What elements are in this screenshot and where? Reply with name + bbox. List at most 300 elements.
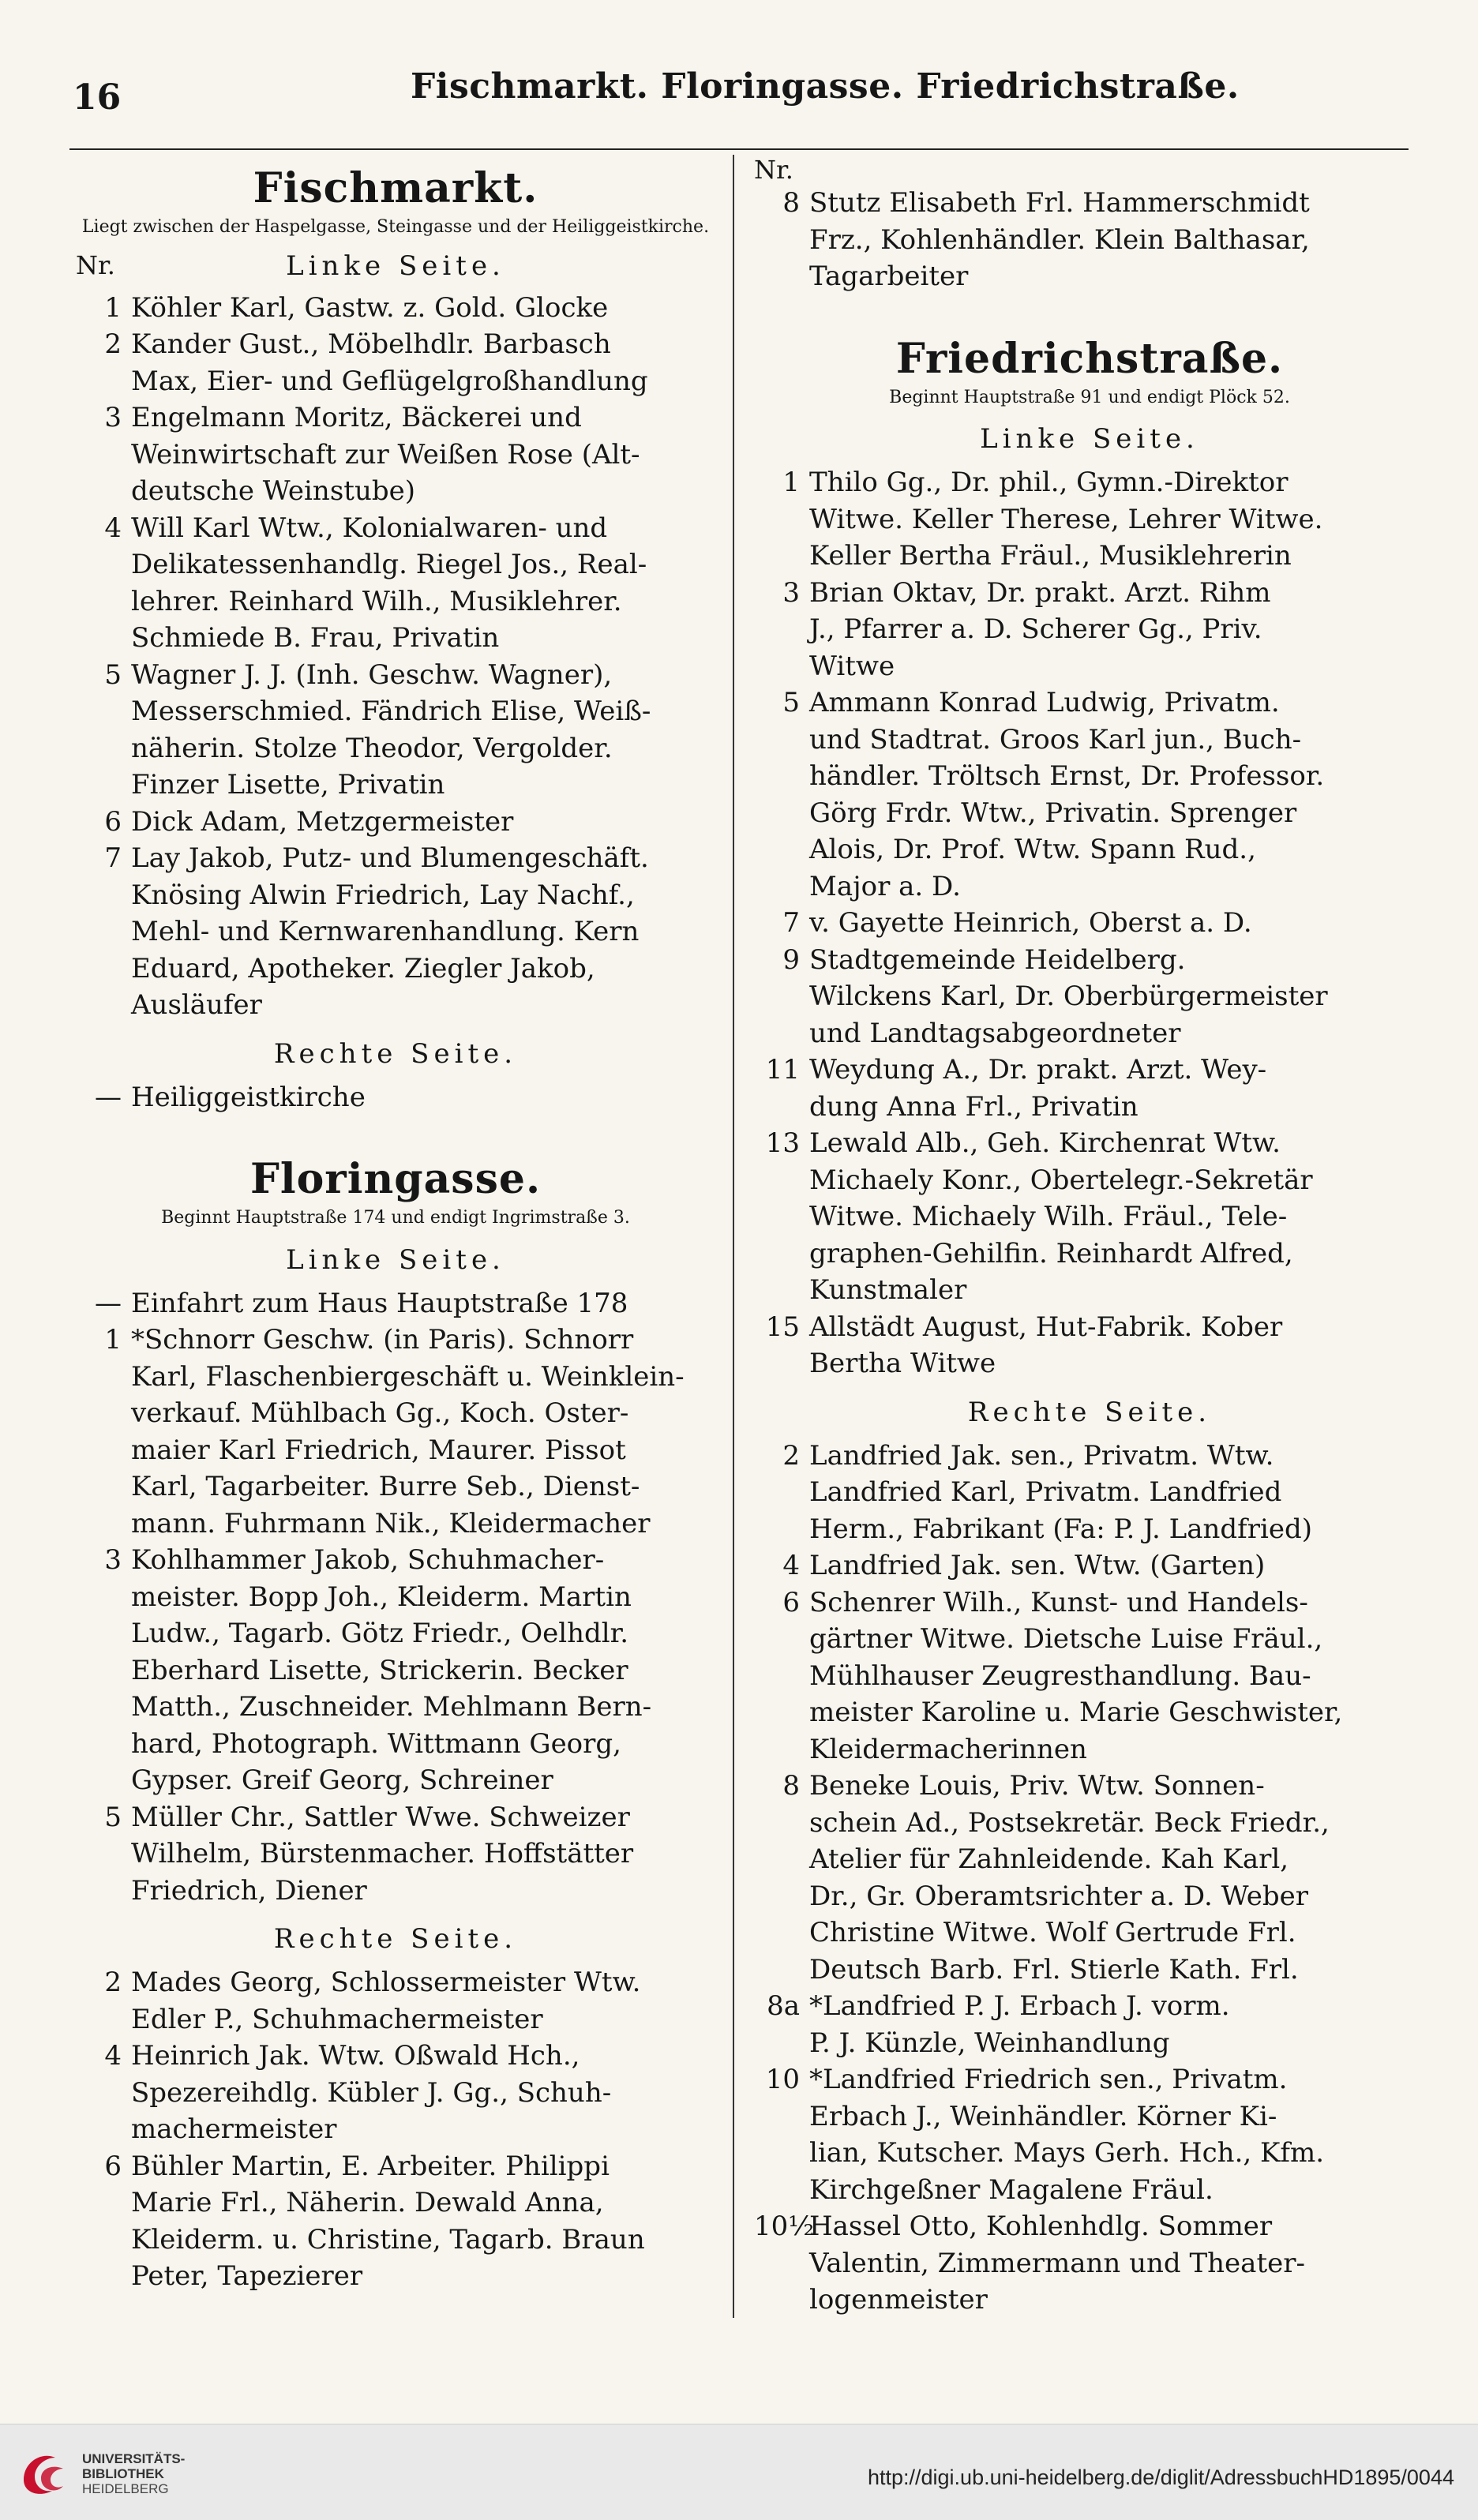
resident-entry: Lay Jakob, Putz- und Blumengeschäft. <box>131 842 649 875</box>
house-number <box>76 363 131 400</box>
resident-entry: Heiliggeistkirche <box>131 1081 366 1113</box>
entries-floringasse-rechte <box>76 1964 715 2295</box>
list-item <box>754 2172 1425 2209</box>
house-number <box>754 1658 809 1695</box>
side-header-linke: Linke Seite. <box>286 1243 505 1276</box>
resident-entry: Witwe. Michaely Wilh. Fräul., Tele- <box>809 1201 1288 1233</box>
resident-entry: Erbach J., Weinhändler. Körner Ki- <box>809 2100 1277 2132</box>
resident-entry: Keller Bertha Fräul., Musiklehrerin <box>809 540 1292 572</box>
house-number <box>754 722 809 759</box>
resident-entry: Frz., Kohlenhändler. Klein Balthasar, <box>809 223 1310 256</box>
side-header-rechte: Rechte Seite. <box>967 1396 1212 1428</box>
list-item <box>76 804 715 841</box>
house-number: — <box>95 1287 122 1319</box>
house-number: 10 <box>765 2064 800 2096</box>
resident-entry: Kohlhammer Jakob, Schuhmacher- <box>131 1544 605 1577</box>
list-item <box>76 399 715 437</box>
entries-fischmarkt-rechte <box>76 1079 715 1116</box>
list-item <box>76 1762 715 1799</box>
list-item <box>76 1836 715 1873</box>
resident-entry: Michaely Konr., Obertelegr.-Sekretär <box>809 1164 1313 1196</box>
resident-entry: Kleidermacherinnen <box>809 1733 1087 1765</box>
list-item <box>754 222 1425 259</box>
resident-entry: Wilhelm, Bürstenmacher. Hoffstätter <box>131 1838 634 1870</box>
entries-fischmarkt-linke <box>76 290 715 1024</box>
list-item <box>754 1952 1425 1989</box>
house-number <box>76 1432 131 1469</box>
house-number: 2 <box>782 1439 800 1472</box>
house-number <box>76 767 131 804</box>
entries-friedrichstrasse-linke <box>754 464 1425 1382</box>
list-item <box>754 1731 1425 1768</box>
resident-entry: Max, Eier- und Geflügelgroßhandlung <box>131 365 648 397</box>
resident-entry: Dick Adam, Metzgermeister <box>131 805 514 838</box>
list-item <box>754 1878 1425 1915</box>
list-item <box>76 2038 715 2075</box>
list-item <box>754 575 1425 612</box>
house-number <box>76 1689 131 1726</box>
house-number: 3 <box>782 576 800 609</box>
house-number <box>754 868 809 906</box>
house-number <box>754 1805 809 1842</box>
house-number: 1 <box>104 291 122 324</box>
resident-entry: Kander Gust., Möbelhdlr. Barbasch <box>131 328 611 361</box>
house-number <box>754 2245 809 2282</box>
resident-entry: Valentin, Zimmermann und Theater- <box>809 2247 1305 2279</box>
house-number <box>754 1474 809 1511</box>
list-item <box>754 1805 1425 1842</box>
house-number <box>76 473 131 510</box>
resident-entry: Mehl- und Kernwarenhandlung. Kern <box>131 916 640 948</box>
house-number <box>76 1652 131 1689</box>
list-item <box>76 877 715 914</box>
list-item <box>754 1547 1425 1584</box>
source-url-link[interactable]: http://digi.ub.uni-heidelberg.de/diglit/AdressbuchHD1895/0044 <box>867 2466 1454 2489</box>
list-item <box>76 1322 715 1359</box>
list-item <box>754 758 1425 795</box>
resident-entry: Delikatessenhandlg. Riegel Jos., Real- <box>131 549 647 581</box>
resident-entry: Karl, Tagarbeiter. Burre Seb., Dienst- <box>131 1471 640 1503</box>
house-number: 5 <box>782 687 800 719</box>
resident-entry: v. Gayette Heinrich, Oberst a. D. <box>809 907 1252 939</box>
nr-header: Nr. <box>76 249 115 280</box>
list-item <box>76 583 715 621</box>
house-number <box>754 501 809 538</box>
resident-entry: Hassel Otto, Kohlenhdlg. Sommer <box>809 2211 1273 2243</box>
house-number <box>754 758 809 795</box>
list-item <box>754 795 1425 832</box>
resident-entry: Christine Witwe. Wolf Gertrude Frl. <box>809 1917 1296 1949</box>
logo-swirl-icon <box>41 2467 63 2491</box>
house-number <box>754 611 809 648</box>
list-item <box>754 1988 1425 2025</box>
resident-entry: Thilo Gg., Dr. phil., Gymn.-Direktor <box>809 467 1289 499</box>
list-item <box>754 1511 1425 1548</box>
house-number <box>76 1579 131 1616</box>
resident-entry: Ludw., Tagarb. Götz Friedr., Oelhdlr. <box>131 1618 628 1650</box>
list-item <box>754 1198 1425 1236</box>
house-number: 4 <box>782 1550 800 1582</box>
house-number <box>76 877 131 914</box>
house-number <box>754 795 809 832</box>
house-number <box>76 730 131 767</box>
house-number <box>754 978 809 1015</box>
list-item <box>754 1474 1425 1511</box>
resident-entry: Stadtgemeinde Heidelberg. <box>809 943 1186 976</box>
side-header-linke: Linke Seite. <box>980 423 1199 456</box>
resident-entry: und Stadtrat. Groos Karl jun., Buch- <box>809 723 1302 756</box>
right-column <box>754 155 1425 2319</box>
house-number <box>76 620 131 657</box>
resident-entry: näherin. Stolze Theodor, Vergolder. <box>131 732 613 764</box>
resident-entry: P. J. Künzle, Weinhandlung <box>809 2027 1170 2059</box>
house-number: 4 <box>104 2040 122 2072</box>
resident-entry: Brian Oktav, Dr. prakt. Arzt. Rihm <box>809 576 1271 609</box>
running-title: Fischmarkt. Floringasse. Friedrichstraße. <box>411 66 1240 107</box>
resident-entry: Landfried Karl, Privatm. Landfried <box>809 1476 1282 1509</box>
list-item <box>76 1285 715 1322</box>
house-number <box>754 222 809 259</box>
resident-entry: deutsche Weinstube) <box>131 475 415 508</box>
house-number <box>76 951 131 988</box>
resident-entry: logenmeister <box>809 2284 988 2316</box>
list-item <box>76 620 715 657</box>
resident-entry: Müller Chr., Sattler Wwe. Schweizer <box>131 1801 630 1833</box>
house-number: 6 <box>782 1586 800 1618</box>
list-item <box>754 501 1425 538</box>
list-item <box>754 2061 1425 2098</box>
resident-entry: verkauf. Mühlbach Gg., Koch. Oster- <box>131 1397 629 1430</box>
resident-entry: dung Anna Frl., Privatin <box>809 1090 1139 1123</box>
house-number <box>76 2222 131 2259</box>
resident-entry: Deutsch Barb. Frl. Stierle Kath. Frl. <box>809 1953 1299 1986</box>
house-number: 3 <box>104 402 122 434</box>
resident-entry: hard, Photograph. Wittmann Georg, <box>131 1727 621 1760</box>
resident-entry: Eberhard Lisette, Strickerin. Becker <box>131 1654 628 1686</box>
house-number <box>754 1511 809 1548</box>
resident-entry: Matth., Zuschneider. Mehlmann Bern- <box>131 1691 652 1723</box>
resident-entry: Heinrich Jak. Wtw. Oßwald Hch., <box>131 2040 580 2072</box>
entries-fischmarkt-continued <box>754 185 1425 295</box>
house-number: 6 <box>104 805 122 838</box>
street-note-fischmarkt: Liegt zwischen der Haspelgasse, Steingasse und der Heiliggeistkirche. <box>81 217 710 237</box>
list-item <box>754 1309 1425 1346</box>
list-item <box>754 538 1425 575</box>
resident-entry: Landfried Jak. sen., Privatm. Wtw. <box>809 1439 1274 1472</box>
street-note-floringasse: Beginnt Hauptstraße 174 und endigt Ingrimstraße 3. <box>161 1208 630 1228</box>
list-item <box>76 1964 715 2001</box>
list-item <box>754 464 1425 501</box>
list-item <box>754 1914 1425 1952</box>
resident-entry: Schenrer Wilh., Kunst- und Handels- <box>809 1586 1308 1618</box>
house-number <box>754 1162 809 1199</box>
house-number <box>76 1395 131 1432</box>
resident-entry: Ammann Konrad Ludwig, Privatm. <box>809 687 1280 719</box>
resident-entry: machermeister <box>131 2113 337 2146</box>
list-item <box>754 2245 1425 2282</box>
list-item <box>754 1841 1425 1878</box>
resident-entry: und Landtagsabgeordneter <box>809 1017 1181 1049</box>
resident-entry: Alois, Dr. Prof. Wtw. Spann Rud., <box>809 834 1256 866</box>
list-item <box>754 868 1425 906</box>
resident-entry: Beneke Louis, Priv. Wtw. Sonnen- <box>809 1770 1265 1802</box>
resident-entry: Görg Frdr. Wtw., Privatin. Sprenger <box>809 797 1297 829</box>
house-number <box>76 1836 131 1873</box>
resident-entry: Spezereihdlg. Kübler J. Gg., Schuh- <box>131 2076 612 2109</box>
resident-entry: Einfahrt zum Haus Hauptstraße 178 <box>131 1287 628 1319</box>
house-number <box>754 2282 809 2319</box>
house-number: 13 <box>765 1127 800 1160</box>
house-number <box>76 987 131 1024</box>
list-item <box>76 951 715 988</box>
library-name-line: HEIDELBERG <box>82 2481 169 2496</box>
list-item <box>76 2111 715 2148</box>
list-item <box>754 2025 1425 2062</box>
header-rule <box>69 148 1409 150</box>
house-number <box>76 2111 131 2148</box>
resident-entry: Kirchgeßner Magalene Fräul. <box>809 2173 1214 2206</box>
list-item <box>76 290 715 327</box>
list-item <box>754 978 1425 1015</box>
house-number <box>754 1914 809 1952</box>
list-item <box>76 987 715 1024</box>
house-number <box>754 1841 809 1878</box>
viewer-footer <box>0 2424 1478 2520</box>
list-item <box>754 1768 1425 1805</box>
resident-entry: Finzer Lisette, Privatin <box>131 769 445 801</box>
list-item <box>754 611 1425 648</box>
resident-entry: Dr., Gr. Oberamtsrichter a. D. Weber <box>809 1880 1309 1912</box>
list-item <box>754 1621 1425 1658</box>
resident-entry: Atelier für Zahnleidende. Kah Karl, <box>809 1843 1289 1876</box>
resident-entry: Will Karl Wtw., Kolonialwaren- und <box>131 512 608 544</box>
resident-entry: Bertha Witwe <box>809 1348 996 1380</box>
left-column <box>76 155 715 2295</box>
house-number <box>76 2258 131 2295</box>
list-item <box>76 1873 715 1910</box>
resident-entry: meister Karoline u. Marie Geschwister, <box>809 1697 1343 1729</box>
resident-entry: Messerschmied. Fändrich Elise, Weiß- <box>131 696 651 728</box>
house-number <box>754 1621 809 1658</box>
house-number: 8 <box>782 187 800 219</box>
house-number <box>754 1952 809 1989</box>
resident-entry: Eduard, Apotheker. Ziegler Jakob, <box>131 952 595 984</box>
house-number <box>754 538 809 575</box>
list-item <box>76 1615 715 1652</box>
resident-entry: Weydung A., Dr. prakt. Arzt. Wey- <box>809 1054 1267 1086</box>
house-number <box>754 1878 809 1915</box>
list-item <box>76 510 715 547</box>
list-item <box>76 730 715 767</box>
house-number: 2 <box>104 328 122 361</box>
house-number <box>754 2025 809 2062</box>
list-item <box>76 1799 715 1836</box>
resident-entry: Lewald Alb., Geh. Kirchenrat Wtw. <box>809 1127 1281 1160</box>
resident-entry: gärtner Witwe. Dietsche Luise Fräul., <box>809 1623 1323 1656</box>
house-number <box>754 258 809 295</box>
resident-entry: maier Karl Friedrich, Maurer. Pissot <box>131 1434 626 1466</box>
resident-entry: Witwe <box>809 650 895 682</box>
house-number <box>76 1506 131 1543</box>
list-item <box>76 473 715 510</box>
resident-entry: Major a. D. <box>809 870 961 902</box>
house-number <box>76 1762 131 1799</box>
list-item <box>76 1359 715 1396</box>
house-number: 15 <box>765 1311 800 1343</box>
resident-entry: Karl, Flaschenbiergeschäft u. Weinklein- <box>131 1360 685 1393</box>
house-number: 5 <box>104 1801 122 1833</box>
list-item <box>754 258 1425 295</box>
house-number: 5 <box>104 658 122 691</box>
list-item <box>76 546 715 583</box>
house-number <box>76 2001 131 2038</box>
list-item <box>754 1162 1425 1199</box>
house-number <box>754 1089 809 1126</box>
house-number: 10½ <box>754 2211 815 2243</box>
list-item <box>754 2282 1425 2319</box>
resident-entry: Weinwirtschaft zur Weißen Rose (Alt- <box>131 438 640 471</box>
list-item <box>754 942 1425 979</box>
resident-entry: Wagner J. J. (Inh. Geschw. Wagner), <box>131 658 613 691</box>
house-number <box>76 1468 131 1506</box>
list-item <box>754 1052 1425 1089</box>
resident-entry: Bühler Martin, E. Arbeiter. Philippi <box>131 2150 610 2182</box>
house-number: 8 <box>782 1770 800 1802</box>
section-spacer <box>76 1116 715 1146</box>
resident-entry: *Schnorr Geschw. (in Paris). Schnorr <box>131 1324 634 1356</box>
street-title-floringasse: Floringasse. <box>249 1155 542 1204</box>
resident-entry: Witwe. Keller Therese, Lehrer Witwe. <box>809 503 1323 535</box>
resident-entry: Tagarbeiter <box>809 261 969 292</box>
house-number <box>76 913 131 951</box>
house-number: 11 <box>765 1054 800 1086</box>
side-header-rechte: Rechte Seite. <box>273 1037 518 1070</box>
house-number: 7 <box>782 907 800 939</box>
list-item <box>76 1579 715 1616</box>
list-item <box>76 1542 715 1579</box>
list-item <box>76 657 715 694</box>
list-item <box>754 1272 1425 1309</box>
resident-entry: *Landfried P. J. Erbach J. vorm. <box>809 1990 1230 2023</box>
house-number <box>754 1198 809 1236</box>
resident-entry: Herm., Fabrikant (Fa: P. J. Landfried) <box>809 1513 1313 1545</box>
house-number: 6 <box>104 2150 122 2182</box>
resident-entry: J., Pfarrer a. D. Scherer Gg., Priv. <box>809 613 1262 646</box>
list-item <box>76 437 715 474</box>
list-item <box>76 1652 715 1689</box>
list-item <box>76 840 715 877</box>
house-number <box>754 648 809 685</box>
house-number <box>754 1731 809 1768</box>
house-number <box>76 1726 131 1763</box>
list-item <box>76 2184 715 2222</box>
side-header-linke: Linke Seite. <box>286 249 505 282</box>
resident-entry: lehrer. Reinhard Wilh., Musiklehrer. <box>131 585 622 617</box>
house-number <box>754 1345 809 1382</box>
list-item <box>754 1236 1425 1273</box>
list-item <box>754 1125 1425 1162</box>
resident-entry: Marie Frl., Näherin. Dewald Anna, <box>131 2187 604 2219</box>
list-item <box>754 1438 1425 1475</box>
house-number <box>76 2184 131 2222</box>
list-item <box>754 2135 1425 2172</box>
entries-floringasse-linke <box>76 1285 715 1910</box>
list-item <box>76 1432 715 1469</box>
resident-entry: meister. Bopp Joh., Kleiderm. Martin <box>131 1581 632 1613</box>
list-item <box>76 913 715 951</box>
resident-entry: Engelmann Moritz, Bäckerei und <box>131 402 582 434</box>
list-item <box>754 831 1425 868</box>
list-item <box>754 1584 1425 1622</box>
resident-entry: Peter, Tapezierer <box>131 2260 363 2293</box>
house-number <box>76 583 131 621</box>
list-item <box>754 905 1425 942</box>
house-number <box>76 1615 131 1652</box>
resident-entry: Wilckens Karl, Dr. Oberbürgermeister <box>809 981 1328 1013</box>
list-item <box>754 2208 1425 2245</box>
list-item <box>754 1658 1425 1695</box>
library-name <box>82 2451 185 2496</box>
resident-entry: Kunstmaler <box>809 1274 967 1307</box>
list-item <box>76 1468 715 1506</box>
list-item <box>76 2075 715 2112</box>
list-item <box>754 722 1425 759</box>
house-number <box>76 693 131 730</box>
house-number <box>754 1694 809 1731</box>
resident-entry: lian, Kutscher. Mays Gerh. Hch., Kfm. <box>809 2137 1325 2169</box>
list-item <box>76 1726 715 1763</box>
resident-entry: händler. Tröltsch Ernst, Dr. Professor. <box>809 760 1325 793</box>
resident-entry: Knösing Alwin Friedrich, Lay Nachf., <box>131 879 635 911</box>
resident-entry: Allstädt August, Hut-Fabrik. Kober <box>809 1311 1283 1343</box>
section-spacer <box>754 295 1425 325</box>
list-item <box>754 1345 1425 1382</box>
list-item <box>76 2222 715 2259</box>
list-item <box>76 2258 715 2295</box>
list-item <box>76 2001 715 2038</box>
resident-entry: schein Ad., Postsekretär. Beck Friedr., <box>809 1806 1330 1839</box>
resident-entry: Gypser. Greif Georg, Schreiner <box>131 1764 553 1797</box>
resident-entry: Schmiede B. Frau, Privatin <box>131 622 500 654</box>
house-number <box>754 1236 809 1273</box>
house-number <box>754 1015 809 1052</box>
street-note-friedrichstrasse: Beginnt Hauptstraße 91 und endigt Plöck 52. <box>889 387 1290 407</box>
library-name-line: BIBLIOTHEK <box>82 2466 164 2481</box>
resident-entry: mann. Fuhrmann Nik., Kleidermacher <box>131 1507 651 1539</box>
house-number: 9 <box>782 943 800 976</box>
house-number <box>76 1359 131 1396</box>
house-number <box>76 437 131 474</box>
list-item <box>76 1395 715 1432</box>
university-library-logo-icon <box>17 2447 73 2502</box>
resident-entry: Stutz Elisabeth Frl. Hammerschmidt <box>809 187 1310 219</box>
resident-entry: Landfried Jak. sen. Wtw. (Garten) <box>809 1550 1266 1582</box>
page-number: 16 <box>73 77 122 118</box>
list-item <box>754 648 1425 685</box>
library-name-line: UNIVERSITÄTS- <box>82 2451 186 2466</box>
house-number <box>76 2075 131 2112</box>
house-number: 8a <box>767 1990 800 2023</box>
resident-entry: Köhler Karl, Gastw. z. Gold. Glocke <box>131 291 609 324</box>
street-title-fischmarkt: Fischmarkt. <box>253 164 538 212</box>
entries-friedrichstrasse-rechte <box>754 1438 1425 2319</box>
list-item <box>76 1506 715 1543</box>
house-number <box>754 2135 809 2172</box>
resident-entry: Mades Georg, Schlossermeister Wtw. <box>131 1967 641 1999</box>
list-item <box>754 2098 1425 2136</box>
resident-entry: Mühlhauser Zeugresthandlung. Bau- <box>809 1659 1311 1692</box>
house-number <box>754 831 809 868</box>
